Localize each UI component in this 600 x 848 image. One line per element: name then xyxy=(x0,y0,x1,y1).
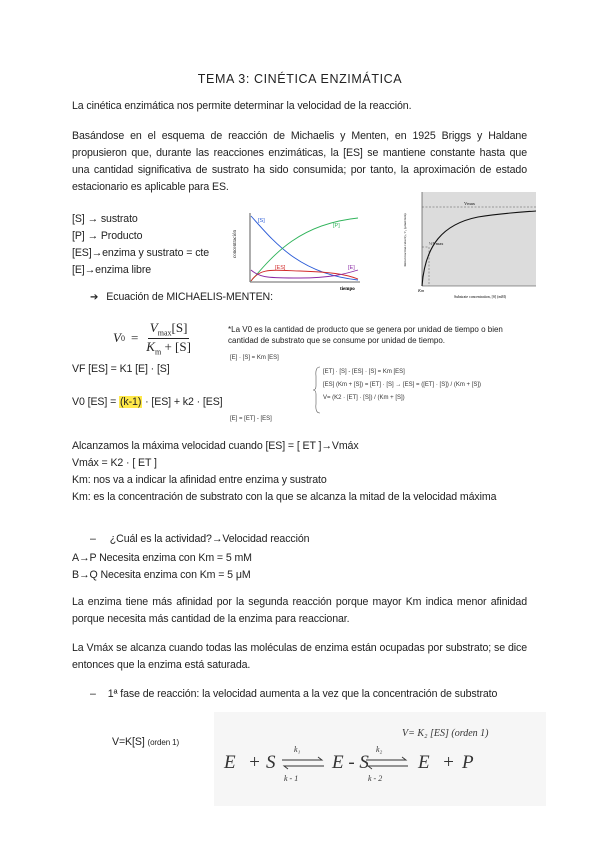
example-2: B→Q Necesita enzima con Km = 5 μM xyxy=(72,569,251,581)
phase1-item xyxy=(90,686,527,703)
derivation-line-2: [ES] (Km + [S]) = [ET] · [S] → [ES] = ([ET] · [S]) / (Km + [S]) xyxy=(323,382,482,388)
vmax-block xyxy=(72,438,532,489)
mm-den: K xyxy=(146,338,155,354)
vmax-label: Vmax xyxy=(464,201,475,206)
hand-s: S xyxy=(266,752,276,773)
definition-p: [P] → Producto xyxy=(72,230,143,242)
dash-bullet: – xyxy=(90,533,96,545)
mm-lhs: V xyxy=(113,330,121,346)
dash-bullet-2: – xyxy=(90,688,96,700)
definition-es: [ES]→enzima y sustrato = cte xyxy=(72,247,210,259)
hand-p: P xyxy=(462,752,474,773)
chart1-label-p: [P] xyxy=(333,223,340,229)
hand-k-minus-1: k - 1 xyxy=(284,774,299,783)
chart1-ylabel: concentración xyxy=(233,229,238,259)
vf-line: VF [ES] = K1 [E] · [S] xyxy=(72,363,170,375)
es-curve xyxy=(251,270,358,281)
hand-k-minus-2: k - 2 xyxy=(368,774,383,783)
left-brace xyxy=(312,366,322,414)
intro-paragraph: La cinética enzimática nos permite determinar la velocidad de la reacción. xyxy=(72,100,412,112)
definition-s: [S] → sustrato xyxy=(72,213,138,225)
hand-plus-2: + xyxy=(442,752,455,773)
chart2-xlabel: Substrate concentration, [S] (mM) xyxy=(453,295,507,299)
hand-k1: k₁ xyxy=(294,745,301,754)
saturation-paragraph: La Vmáx se alcanza cuando todas las moléculas de enzima están ocupadas por substrato; se dice entonces que la enzima está saturada. xyxy=(72,642,527,671)
hand-e: E xyxy=(224,752,236,773)
v0-note: *La V0 es la cantidad de producto que se genera por unidad de tiempo o bien cantidad de substrato que se consume por unidad de tiempo. xyxy=(228,325,503,345)
mm-lhs-sub: 0 xyxy=(120,333,125,343)
affinity-paragraph: La enzima tiene más afinidad por la segunda reacción porque mayor Km indica menor afinidad porque necesita más cantidad de la enzima para reaccionar. xyxy=(72,596,527,625)
chart1-label-s: [S] xyxy=(258,218,265,224)
v0-line-start: V0 [ES] = xyxy=(72,396,119,408)
v0-line-end: · [ES] + k2 · [ES] xyxy=(142,396,223,408)
phase1-text: 1ª fase de reacción: la velocidad aumenta a la vez que la concentración de substrato xyxy=(107,688,498,700)
hand-es: E - S xyxy=(332,752,369,773)
briggs-haldane-paragraph: Basándose en el esquema de reacción de Michaelis y Menten, en 1925 Briggs y Haldane propusieron que, durante las reacciones enzimáticas, la [ES] se mantiene constante hasta que una cantidad significativa de sustrato ha sido consumida; por tanto, la aproximación de estado estacionario es aplicable para ES. xyxy=(72,130,527,193)
vmax-line-2: Vmáx = K2 · [ ET ] xyxy=(72,457,157,469)
vmax-line-3: Km: nos va a indicar la afinidad entre enzima y sustrato xyxy=(72,474,327,486)
hand-e2: E xyxy=(418,752,430,773)
arrow-bullet-icon: ➔ xyxy=(90,292,99,303)
chart2-ylabel: Initial reaction velocity, V₀ (μmol/min) xyxy=(403,213,407,267)
km-label: Km xyxy=(418,288,425,293)
equilibrium-arrow-1 xyxy=(280,756,326,770)
substrate-curve xyxy=(251,216,358,280)
derivation-block xyxy=(323,368,553,402)
hand-k2: k₂ xyxy=(376,745,383,754)
small-equation-2: [E] = [ET] - [ES] xyxy=(230,416,272,422)
half-vmax-label: ½Vmax xyxy=(429,241,444,246)
handwritten-rate: V= K₂ [ES] (orden 1) xyxy=(402,728,489,739)
mm-num-sub: max xyxy=(157,328,172,338)
v0-line xyxy=(72,394,223,411)
order1-formula: V=K[S] xyxy=(112,736,145,748)
hand-plus-1: + xyxy=(248,752,261,773)
chart1-xlabel: tiempo xyxy=(340,287,355,292)
question-text: ¿Cuál es la actividad?→Velocidad reacción xyxy=(109,533,310,545)
mm-den-sub: m xyxy=(154,347,162,357)
km-definition: Km: es la concentración de substrato con la que se alcanza la mitad de la velocidad máxima xyxy=(72,491,497,503)
example-1: A→P Necesita enzima con Km = 5 mM xyxy=(72,552,252,564)
mm-num: V xyxy=(149,320,158,335)
chart1-label-e: [E] xyxy=(348,265,355,271)
mm-num-s: [S] xyxy=(171,320,188,335)
definition-e: [E]→enzima libre xyxy=(72,264,152,276)
equilibrium-arrow-2 xyxy=(364,756,410,770)
mm-heading: Ecuación de MICHAELIS-MENTEN: xyxy=(106,291,273,303)
concentration-time-chart xyxy=(230,208,365,293)
mm-arrow-item xyxy=(90,289,273,306)
question-item xyxy=(90,531,309,548)
derivation-line-3: V= (K2 · [ET] · [S]) / (Km + [S]) xyxy=(323,395,405,401)
handwritten-notes xyxy=(214,712,546,806)
derivation-line-1: [ET] · [S] - [ES] · [S] = Km [ES] xyxy=(323,369,405,375)
michaelis-menten-chart xyxy=(398,190,538,302)
chart1-label-es: [ES] xyxy=(275,265,286,271)
page-title: TEMA 3: CINÉTICA ENZIMÁTICA xyxy=(197,72,403,86)
definitions-list xyxy=(72,211,252,279)
vmax-line-1: Alcanzamos la máxima velocidad cuando [ES] = [ ET ]→Vmáx xyxy=(72,440,359,452)
order1-equation xyxy=(112,734,179,751)
mm-equation: V 0 = $V_{max}[S]$ $K_m + [S]$ xyxy=(113,320,191,357)
highlighted-k-minus-1: (k-1) xyxy=(120,396,142,408)
order1-note: (orden 1) xyxy=(147,738,180,747)
small-equation-1: [E] · [S] = Km [ES] xyxy=(230,355,279,361)
mm-den-s: + [S] xyxy=(164,338,191,354)
